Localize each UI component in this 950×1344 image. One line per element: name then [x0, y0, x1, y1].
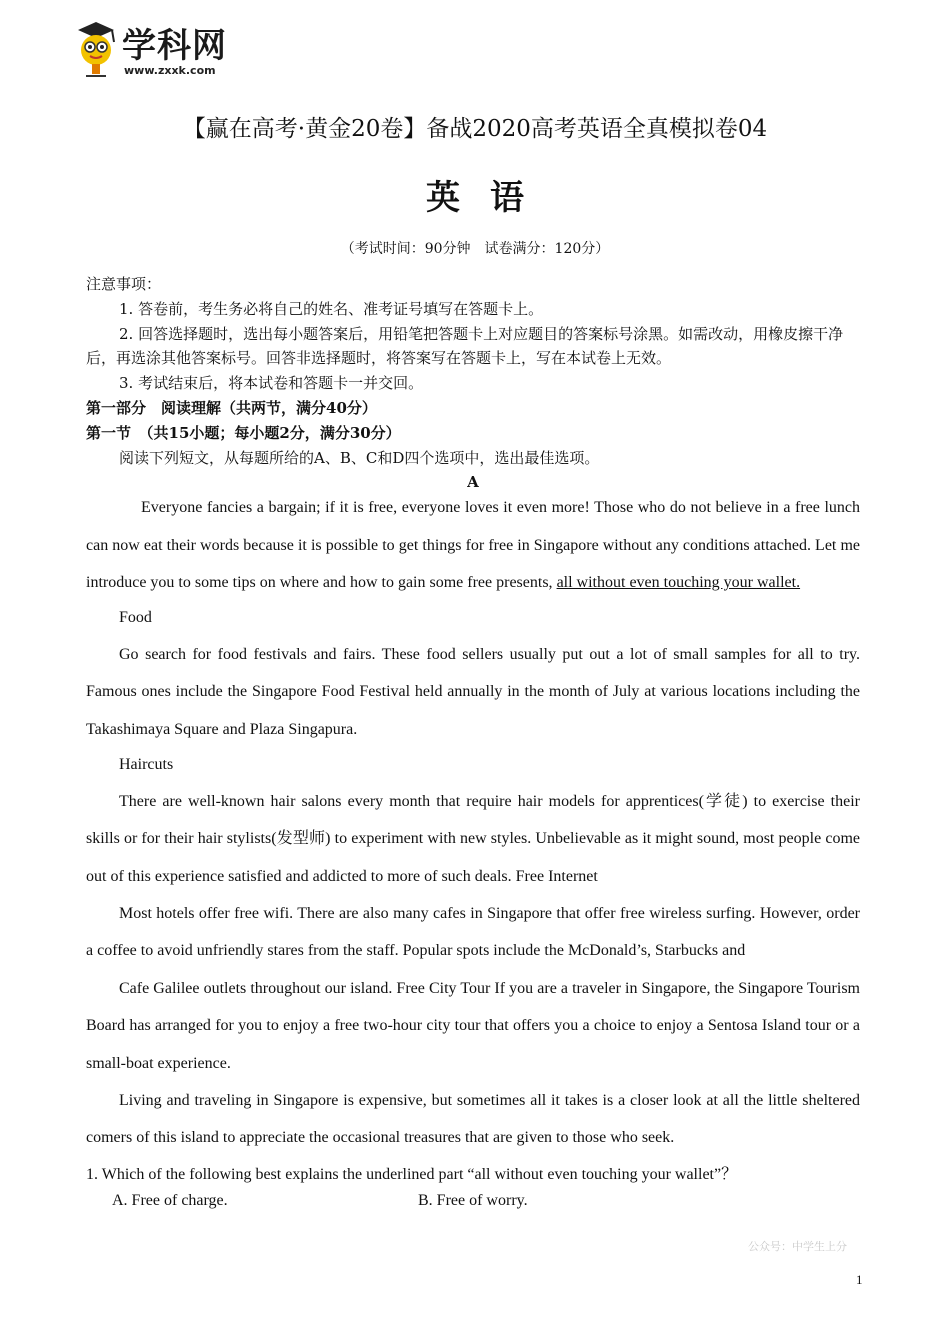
paragraph-food: Go search for food festivals and fairs. These food sellers usually put out a lot of small samples for all to try. Famous ones include the Singapore Food Festival held annually in the month of July at various locations including the Takashimaya Square and Plaza Singapura. — [86, 645, 860, 738]
passage-label: A — [467, 473, 479, 492]
intro-text: Everyone fancies a bargain; if it is free, everyone loves it even more! Those who do not believe in a free lunch can now eat their words because it is possible to get things for free in Singapore without any conditions attached. Let me introduce you to some tips on where and how to gain some free presents, — [86, 499, 860, 591]
underlined-phrase: all without even touching your — [556, 573, 757, 591]
question-1: 1. Which of the following best explains the underlined part “all without even touching your wallet”？ — [86, 1165, 738, 1183]
section-heading: 第一节 （共15小题；每小题2分，满分30分） — [86, 423, 401, 442]
subheading-haircuts: Haircuts — [119, 756, 174, 774]
exam-info: （考试时间：90分钟 试卷满分：120分） — [340, 241, 610, 257]
paragraph-intro — [86, 489, 860, 601]
note-item-1: 1. 答卷前，考生务必将自己的姓名、准考证号填写在答题卡上。 — [119, 299, 544, 318]
subject-heading: 英语 — [426, 178, 554, 218]
paragraph-internet: Most hotels offer free wifi. There are also many cafes in Singapore that offer free wireless surfing. However, order a coffee to avoid unfriendly stares from the staff. Popular spots include the McDonald’s, Starbucks and — [86, 905, 860, 960]
option-b: B. Free of worry. — [418, 1191, 528, 1209]
document-body — [86, 272, 860, 1226]
question-1-options — [86, 1192, 860, 1226]
paragraph-haircuts: There are well-known hair salons every month that require hair models for apprentices(学徒) to exercise their skills or for their hair stylists(发型师) to experiment with new styles. Unbelievable as it might sound, most people come out of this experience satisfied and addicted to more of such deals. Free Internet — [86, 792, 860, 885]
note-item-3: 3. 考试结束后，将本试卷和答题卡一并交回。 — [119, 374, 424, 393]
page-number: 1 — [856, 1272, 863, 1287]
watermark: 公众号：中学生上分 — [748, 1240, 847, 1253]
part-heading: 第一部分 阅读理解（共两节，满分40分） — [86, 398, 377, 417]
note-item-2: 2. 回答选择题时，选出每小题答案后，用铅笔把答题卡上对应题目的答案标号涂黑。如需改动，用橡皮擦干净后，再选涂其他答案标号。回答非选择题时，将答案写在答题卡上，写在本试卷上无效。 — [86, 324, 844, 368]
logo-url: www.zxxk.com — [124, 64, 216, 77]
paragraph-conclusion: Living and traveling in Singapore is expensive, but sometimes all it takes is a closer look at all the little sheltered comers of this island to appreciate the occasional treasures that are given to those who seek. — [86, 1092, 860, 1147]
underlined-phrase-end: wallet. — [756, 573, 801, 591]
subheading-food: Food — [119, 609, 152, 627]
instruction: 阅读下列短文，从每题所给的A、B、C和D四个选项中，选出最佳选项。 — [119, 448, 600, 467]
notes-heading: 注意事项： — [86, 275, 162, 293]
exam-title: 【赢在高考·黄金20卷】备战2020高考英语全真模拟卷04 — [182, 116, 768, 142]
logo — [72, 18, 232, 80]
passage — [86, 489, 860, 1157]
logo-name: 学科网 — [122, 26, 227, 66]
option-a: A. Free of charge. — [112, 1191, 228, 1209]
paragraph-tour: Cafe Galilee outlets throughout our island. Free City Tour If you are a traveler in Singapore, the Singapore Tourism Board has arranged for you to enjoy a free two-hour city tour that offers you a choice to enjoy a Sentosa Island tour or a small-boat experience. — [86, 979, 860, 1072]
mascot-icon — [72, 18, 122, 80]
